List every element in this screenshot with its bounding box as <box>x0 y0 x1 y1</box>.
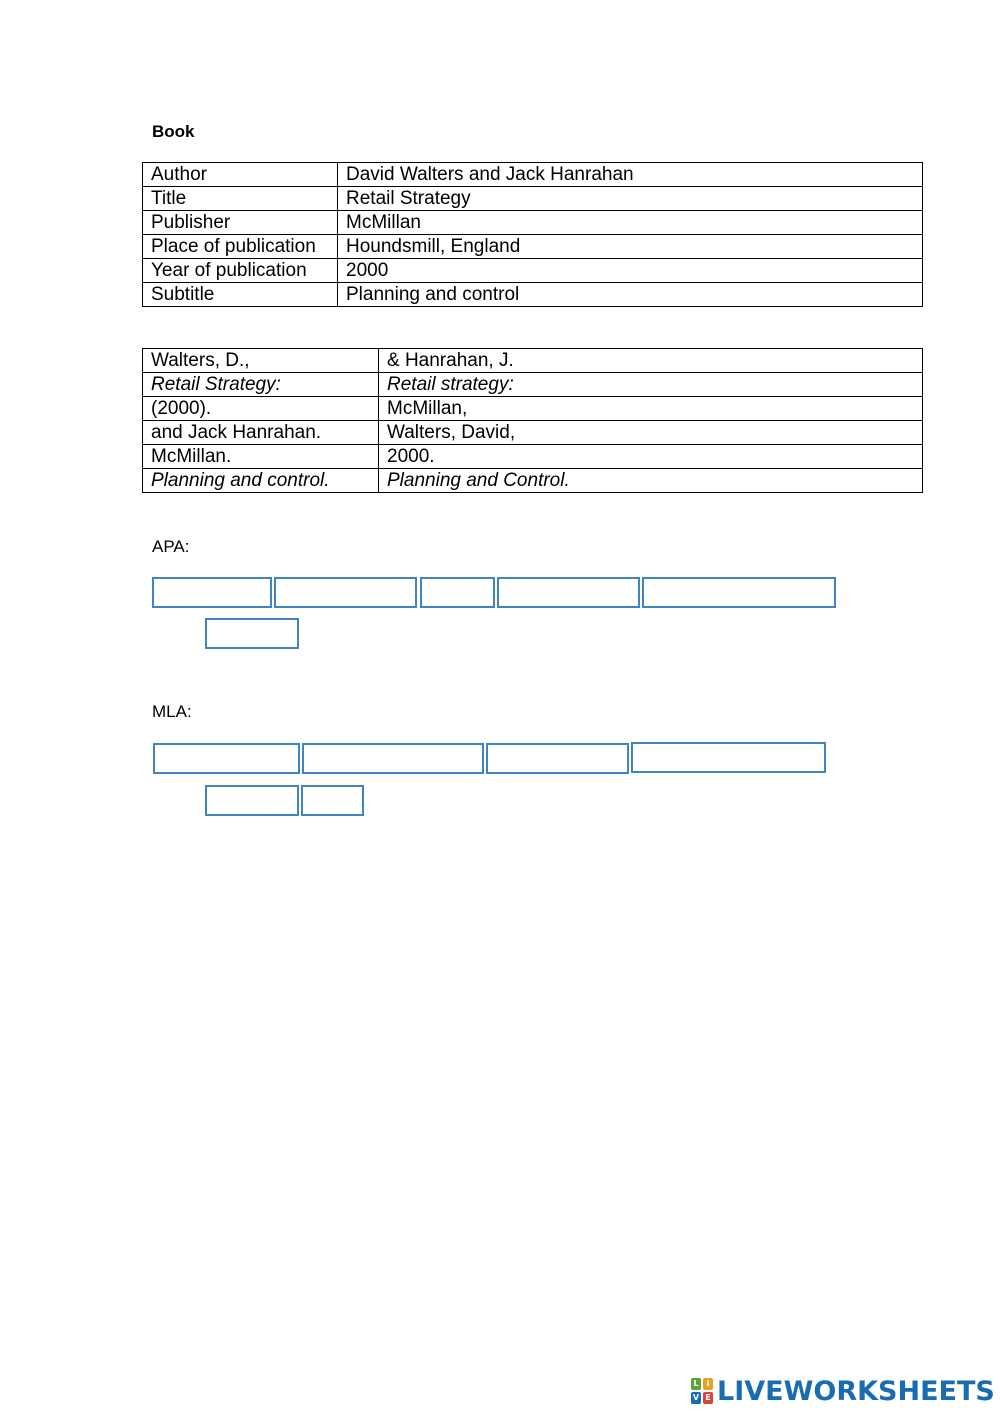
field-value: McMillan <box>338 211 923 235</box>
mla-label: MLA: <box>152 702 192 721</box>
citation-part: & Hanrahan, J. <box>379 349 923 373</box>
field-label: Subtitle <box>143 283 338 307</box>
citation-part: (2000). <box>143 397 379 421</box>
apa-answer-box-1[interactable] <box>152 577 272 608</box>
table-row <box>143 445 923 469</box>
field-label: Year of publication <box>143 259 338 283</box>
logo-mark-letter: E <box>703 1392 713 1404</box>
table-row <box>143 283 923 307</box>
citation-part: McMillan, <box>379 397 923 421</box>
field-value: David Walters and Jack Hanrahan <box>338 163 923 187</box>
citation-parts-table <box>142 348 923 493</box>
liveworksheets-logo <box>691 1374 995 1408</box>
section-heading: Book <box>152 122 195 141</box>
field-label: Author <box>143 163 338 187</box>
apa-answer-box-2[interactable] <box>274 577 417 608</box>
field-label: Title <box>143 187 338 211</box>
citation-part: McMillan. <box>143 445 379 469</box>
apa-answer-box-5[interactable] <box>642 577 836 608</box>
mla-answer-box-2[interactable] <box>302 743 484 774</box>
book-details-table <box>142 162 923 307</box>
table-row <box>143 211 923 235</box>
mla-answer-box-1[interactable] <box>153 743 300 774</box>
field-label: Publisher <box>143 211 338 235</box>
citation-part: 2000. <box>379 445 923 469</box>
logo-text: LIVEWORKSHEETS <box>717 1375 995 1407</box>
mla-answer-box-5[interactable] <box>205 785 299 816</box>
field-value: Retail Strategy <box>338 187 923 211</box>
table-row <box>143 373 923 397</box>
table-row <box>143 469 923 493</box>
logo-mark-letter: V <box>692 1393 700 1402</box>
apa-label: APA: <box>152 537 190 556</box>
table-row <box>143 421 923 445</box>
field-value: Houndsmill, England <box>338 235 923 259</box>
logo-icon <box>691 1378 713 1404</box>
citation-part: Retail strategy: <box>379 373 923 397</box>
citation-part: Planning and Control. <box>379 469 923 493</box>
logo-mark-letter: L <box>691 1378 701 1390</box>
apa-answer-box-6[interactable] <box>205 618 299 649</box>
citation-part: and Jack Hanrahan. <box>143 421 379 445</box>
citation-part: Walters, David, <box>379 421 923 445</box>
table-row <box>143 187 923 211</box>
field-value: 2000 <box>338 259 923 283</box>
field-value: Planning and control <box>338 283 923 307</box>
apa-answer-box-3[interactable] <box>420 577 495 608</box>
citation-part: Walters, D., <box>143 349 379 373</box>
table-row <box>143 397 923 421</box>
citation-part: Retail Strategy: <box>143 373 379 397</box>
table-row <box>143 235 923 259</box>
field-label: Place of publication <box>143 235 338 259</box>
table-row <box>143 259 923 283</box>
mla-answer-box-3[interactable] <box>486 743 629 774</box>
mla-answer-box-6[interactable] <box>301 785 364 816</box>
mla-answer-box-4[interactable] <box>631 742 826 773</box>
logo-mark-letter: I <box>703 1378 713 1390</box>
citation-part: Planning and control. <box>143 469 379 493</box>
table-row <box>143 163 923 187</box>
apa-answer-box-4[interactable] <box>497 577 640 608</box>
table-row <box>143 349 923 373</box>
